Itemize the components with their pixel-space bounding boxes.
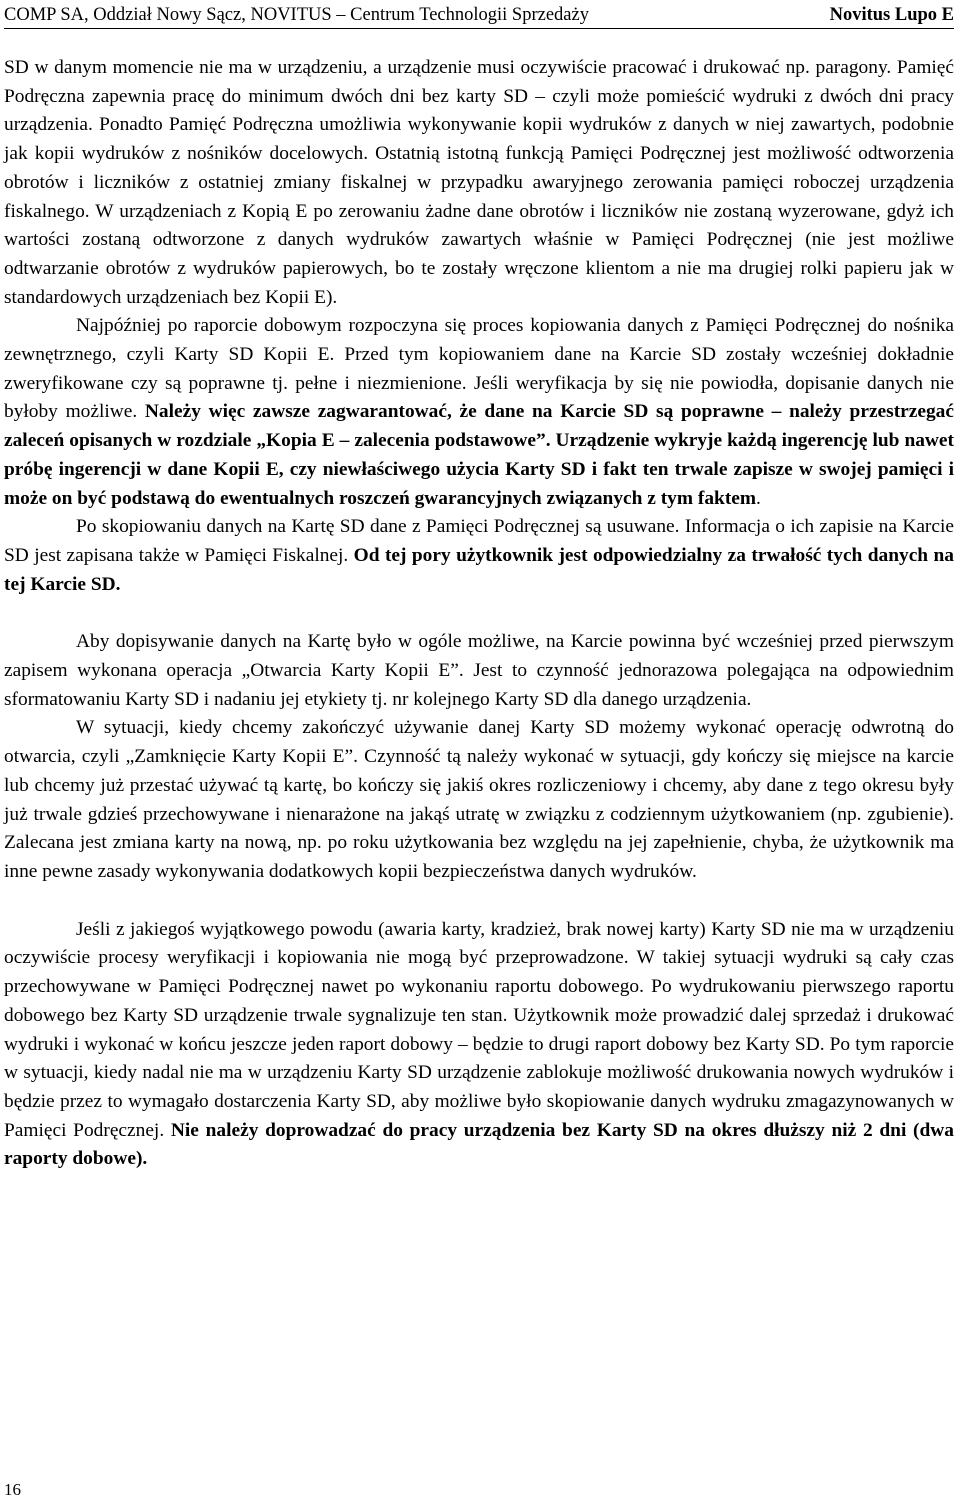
page-number: 16 <box>4 1480 21 1499</box>
paragraph-text: Najpóźniej po raporcie dobowym rozpoczyna się proces kopiowania danych z Pamięci Podręcznej do nośnika zewnętrznego, czyli Karty SD Kopii E. Przed tym kopiowaniem dane na Karcie SD zostały wcześniej dokładnie zweryfikowane czy są poprawne tj. pełne i niezmienione. Jeśli weryfikacja by się nie powiodła, dopisanie danych nie byłoby możliwe. <box>4 315 954 423</box>
paragraph-after-copy <box>4 513 954 599</box>
paragraph-text: W sytuacji, kiedy chcemy zakończyć używanie danej Karty SD możemy wykonać operację odwrotną do otwarcia, czyli „Zamknięcie Karty Kopii E”. Czynność tą należy wykonać w sytuacji, gdy kończy się miejsce na karcie lub chcemy już przestać używać tą kartę, bo kończy się jakiś okres rozliczeniowy i chcemy, aby dane z tego okresu były już trwale gdzieś przechowywane i nienarażone na jakąś utratę w związku z codziennym użytkowaniem (np. zgubienie). Zalecana jest zmiana karty na nową, np. po roku użytkowania bez względu na jej zapełnienie, chyba, że użytkownik ma inne pewne zasady wykonywania dodatkowych kopii bezpieczeństwa danych wydruków. <box>4 717 954 882</box>
paragraph-text: Aby dopisywanie danych na Kartę było w ogóle możliwe, na Karcie powinna być wcześniej przed pierwszym zapisem wykonana operacja „Otwarcia Karty Kopii E”. Jest to czynność jednorazowa polegająca na odpowiednim sformatowaniu Karty SD i nadaniu jej etykiety tj. nr kolejnego Karty SD dla danego urządzenia. <box>4 631 954 710</box>
page-header <box>4 0 954 29</box>
paragraph-copying-process <box>4 312 954 513</box>
paragraph-warning: Należy więc zawsze zagwarantować, że dane na Karcie SD są poprawne – należy przestrzegać zaleceń opisanych w rozdziale „Kopia E – zalecenia podstawowe”. Urządzenie wykryje każdą ingerencję lub nawet próbę ingerencji w dane Kopii E, czy niewłaściwego użycia Karty SD i fakt ten trwale zapisze w swojej pamięci i może on być podstawą do ewentualnych roszczeń gwarancyjnych związanych z tym faktem <box>4 401 954 509</box>
paragraph-card-open <box>4 628 954 714</box>
paragraph-text: Po skopiowaniu danych na Kartę SD dane z Pamięci Podręcznej są usuwane. Informacja o ich zapisie na Karcie SD jest zapisana także w Pamięci Fiskalnej. <box>4 516 954 566</box>
header-publisher: COMP SA, Oddział Nowy Sącz, NOVITUS – Centrum Technologii Sprzedaży <box>4 5 589 25</box>
header-product: Novitus Lupo E <box>829 5 954 25</box>
paragraph-responsibility: Od tej pory użytkownik jest odpowiedzialny za trwałość tych danych na tej Karcie SD. <box>4 544 954 595</box>
paragraph-no-card <box>4 916 954 1174</box>
paragraph-no-card-warning: Nie należy doprowadzać do pracy urządzenia bez Karty SD na okres dłuższy niż 2 dni (dwa raporty dobowe). <box>4 1119 954 1170</box>
paragraph-text-end: . <box>756 487 761 509</box>
paragraph-text: SD w danym momencie nie ma w urządzeniu, a urządzenie musi oczywiście pracować i drukować np. paragony. Pamięć Podręczna zapewnia pracę do minimum dwóch dni bez karty SD – czyli może pomieścić wydruki z dwóch dni pracy urządzenia. Ponadto Pamięć Podręczna umożliwia wykonywanie kopii wydruków z danych w niej zawartych, podobnie jak kopii wydruków z nośników docelowych. Ostatnią istotną funkcją Pamięci Podręcznej jest możliwość odtworzenia obrotów i liczników z ostatniej zmiany fiskalnej w przypadku awaryjnego zerowania pamięci roboczej urządzenia fiskalnego. W urządzeniach z Kopią E po zerowaniu żadne dane obrotów i liczników nie zostaną wyzerowane, gdyż ich wartości zostaną odtworzone z danych wydruków zawartych właśnie w Pamięci Podręcznej (nie jest możliwe odtwarzanie obrotów z wydruków papierowych, bo te zostały wręczone klientom a nie ma drugiej rolki papieru jak w standardowych urządzeniach bez Kopii E). <box>4 57 954 308</box>
paragraph-memory-cache <box>4 54 954 312</box>
document-body <box>4 54 954 1174</box>
paragraph-card-close <box>4 714 954 886</box>
paragraph-text: Jeśli z jakiegoś wyjątkowego powodu (awaria karty, kradzież, brak nowej karty) Karty SD nie ma w urządzeniu oczywiście procesy weryfikacji i kopiowania nie mogą być przeprowadzone. W takiej sytuacji wydruki są cały czas przechowywane w Pamięci Podręcznej nawet po wykonaniu raportu dobowego. Po wydrukowaniu pierwszego raportu dobowego bez Karty SD urządzenie trwale sygnalizuje ten stan. Użytkownik może prowadzić dalej sprzedaż i drukować wydruki i wykonać w końcu jeszcze jeden raport dobowy – będzie to drugi raport dobowy bez Karty SD. Po tym raporcie w sytuacji, kiedy nadal nie ma w urządzeniu Karty SD urządzenie zablokuje możliwość drukowania nowych wydruków i będzie przez to wymagało dostarczenia Karty SD, aby możliwe było skopiowanie danych wydruku zmagazynowanych w Pamięci Podręcznej. <box>4 918 954 1141</box>
